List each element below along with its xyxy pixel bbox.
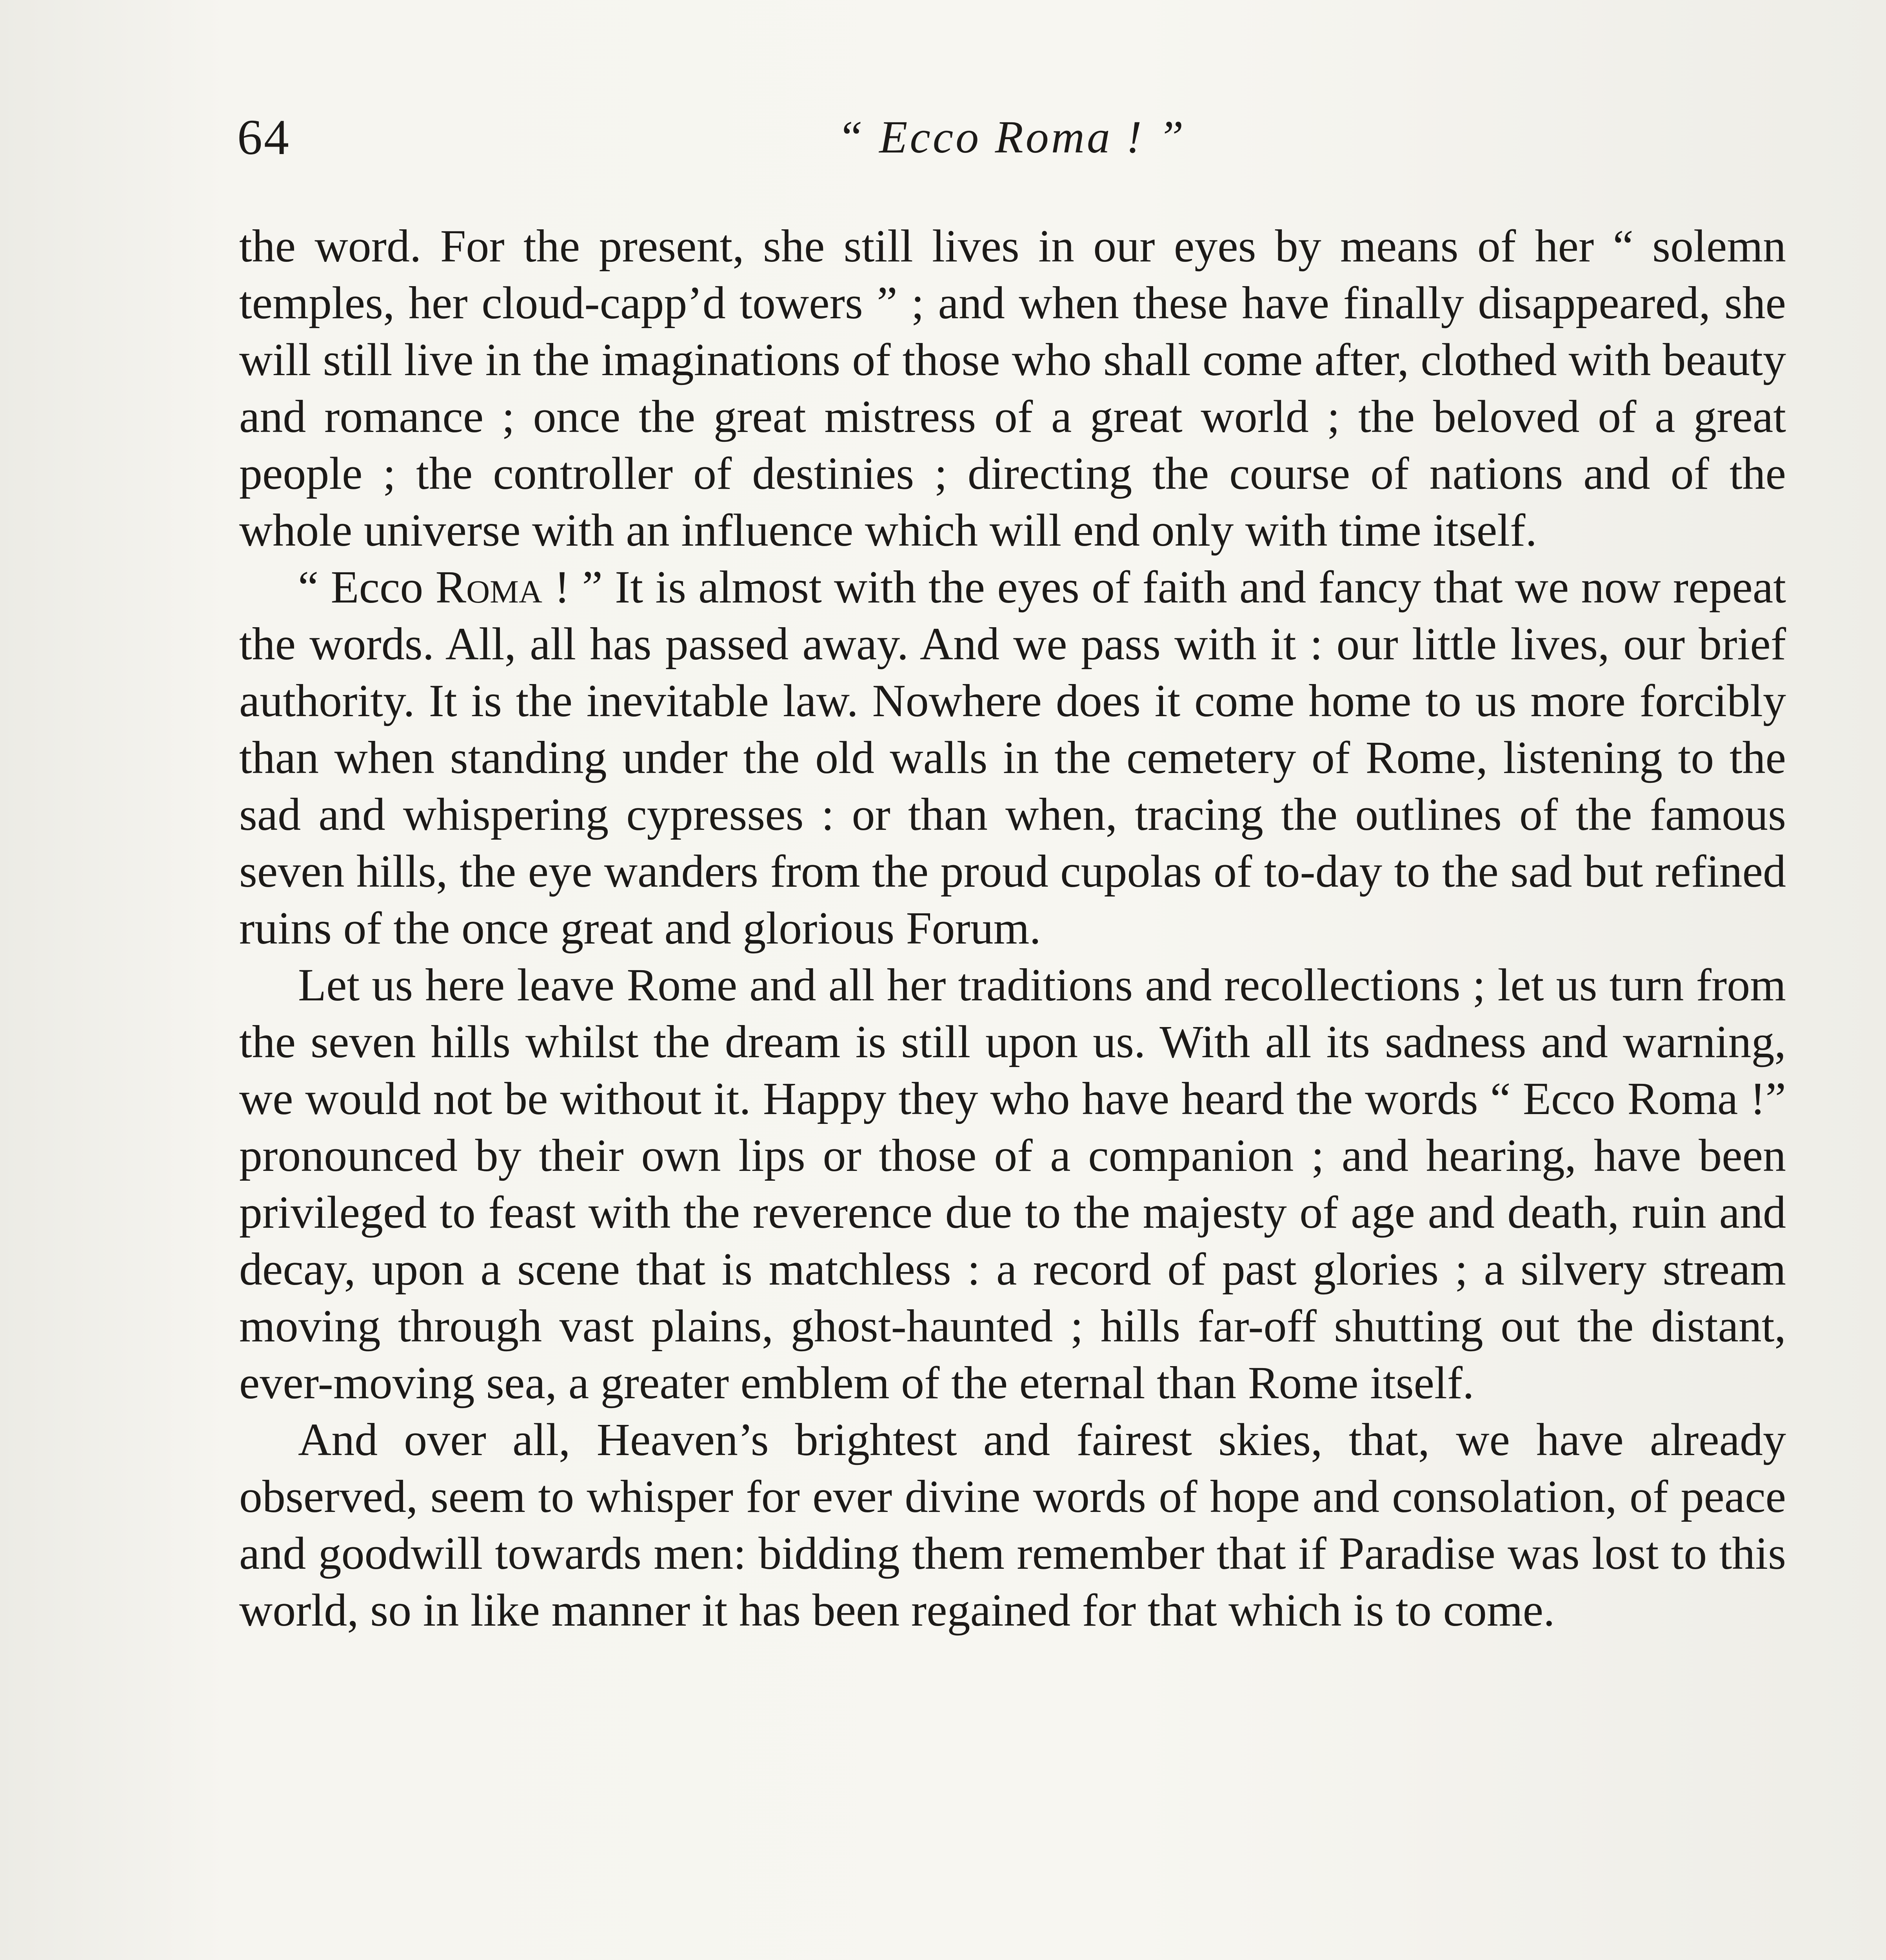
quote-smallcaps: Roma xyxy=(435,561,542,613)
page-header xyxy=(237,106,1786,169)
running-title: “ Ecco Roma ! ” xyxy=(837,111,1186,163)
paragraph-3: Let us here leave Rome and all her traditions and recollections ; let us turn from the seven hills whilst the dream is still upon us. With all its sadness and warning, we would not be without it. Happy they who have heard the words “ Ecco Roma !” pronounced by their own lips or those of a companion ; and hearing, have been privileged to feast with the reverence due to the majesty of age and death, ruin and decay, upon a scene that is matchless : a record of past glories ; a silvery stream moving through vast plains, ghost-haunted ; hills far-off shutting out the distant, ever-moving sea, a greater emblem of the eternal than Rome itself. xyxy=(239,959,1786,1408)
prose-body xyxy=(239,218,1786,1639)
paragraph-4: And over all, Heaven’s brightest and fairest skies, that, we have already observed, seem to whisper for ever divine words of hope and consolation, of peace and goodwill towards men: bidding them remember that if Paradise was lost to this world, so in like manner it has been regained for that which is to come. xyxy=(239,1414,1786,1636)
page-number: 64 xyxy=(237,109,291,165)
quote-close: ! ” xyxy=(542,561,615,613)
quote-open: “ Ecco xyxy=(298,561,436,613)
paragraph-2 xyxy=(239,559,1786,956)
paragraph-1: the word. For the present, she still lives in our eyes by means of her “ solemn temples, her cloud-capp’d towers ” ; and when these have finally disappeared, she will still live in the imaginations of those who shall come after, clothed with beauty and romance ; once the great mistress of a great world ; the beloved of a great people ; the controller of destinies ; directing the course of nations and of the whole universe with an influence which will end only with time itself. xyxy=(239,220,1786,556)
paragraph-2-text: It is almost with the eyes of faith and fancy that we now repeat the words. All, all has passed away. And we pass with it : our little lives, our brief authority. It is the inevitable law. Nowhere does it come home to us more forcibly than when standing under the old walls in the cemetery of Rome, listening to the sad and whispering cypresses : or than when, tracing the outlines of the famous seven hills, the eye wanders from the proud cupolas of to-day to the sad but refined ruins of the once great and glorious Forum. xyxy=(239,561,1786,954)
